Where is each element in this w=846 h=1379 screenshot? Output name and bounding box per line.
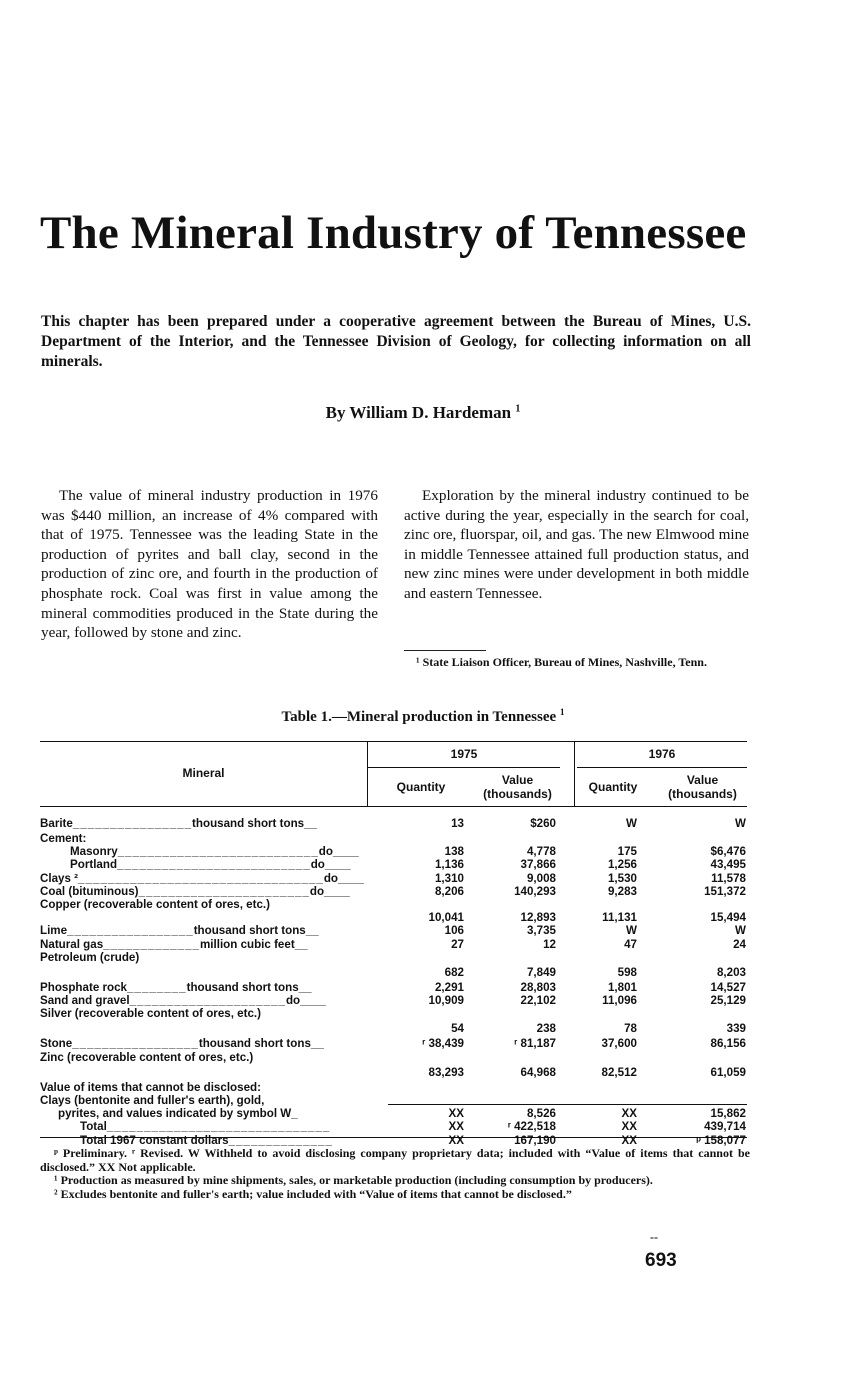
mineral-name: Portland (70, 858, 118, 872)
mineral-name: Stone (40, 1037, 73, 1051)
table-row (40, 924, 752, 937)
year-1975-rule (368, 767, 560, 768)
table-row (40, 885, 752, 898)
cell-value-1976: 439,714 (704, 1120, 746, 1134)
cell-value-1976: 43,495 (710, 858, 746, 872)
leader-dots: _____________ (103, 937, 200, 951)
row-label (40, 1007, 370, 1020)
row-label (40, 1134, 410, 1147)
body-right-column: Exploration by the mineral industry continued to be active during the year, especially in the search for coal, zinc ore, fluorspar, oil, and gas. The new Elmwood mine in middle Tennessee attained full production status, and new zinc mines were under development in both middle and eastern Tennessee. (404, 487, 749, 602)
leader-dots: _____________________ (129, 994, 286, 1008)
table-row (40, 981, 752, 994)
cell-value-1975: 64,968 (520, 1065, 556, 1079)
table-top-rule (40, 741, 747, 742)
cell-quantity-1976: 1,530 (607, 871, 637, 885)
cell-quantity-1976: 11,131 (602, 911, 637, 925)
table-row (40, 951, 752, 964)
row-label (40, 1081, 370, 1094)
cell-quantity-1975: 27 (451, 937, 464, 951)
col-quantity-1976: Quantity (588, 780, 638, 794)
cell-quantity-1976: 175 (617, 845, 637, 859)
row-label (40, 1037, 370, 1050)
table-row (40, 832, 752, 845)
cell-value-1976: 25,129 (710, 994, 746, 1008)
cell-value-1976: 8,203 (716, 965, 746, 979)
cell-value-1975: 37,866 (520, 858, 556, 872)
footnote-divider (404, 650, 486, 651)
table-row (40, 1007, 752, 1020)
table-caption-text: Table 1.—Mineral production in Tennessee (281, 709, 557, 725)
cell-value-1975: 8,526 (526, 1107, 556, 1121)
row-label (40, 815, 370, 832)
cell-value-1976: 151,372 (704, 884, 746, 898)
cell-quantity-1975: 106 (444, 924, 464, 938)
table-row (40, 1051, 752, 1064)
cell-value-1975: 22,102 (520, 994, 556, 1008)
col-year-1976: 1976 (648, 747, 676, 761)
cell-value-1975: 238 (536, 1022, 556, 1036)
cell-quantity-1975: 1,310 (434, 871, 464, 885)
mineral-name: Zinc (recoverable content of ores, etc.) (40, 1050, 254, 1064)
row-label (40, 951, 370, 964)
mineral-name: Petroleum (crude) (40, 950, 140, 964)
table-row (40, 1081, 752, 1094)
cell-quantity-1975: 2,291 (434, 980, 464, 994)
cell-quantity-1975: 83,293 (428, 1065, 464, 1079)
row-label (40, 1120, 410, 1133)
cell-quantity-1975: XX (448, 1107, 464, 1121)
table-row (40, 1107, 752, 1120)
mineral-name: pyrites, and values indicated by symbol W (58, 1107, 292, 1121)
mineral-name: Copper (recoverable content of ores, etc.) (40, 897, 270, 911)
cell-value-1975: 7,849 (526, 965, 556, 979)
cell-value-1976: 11,578 (711, 871, 746, 885)
mineral-name: Silver (recoverable content of ores, etc.) (40, 1007, 262, 1021)
cell-value-1976: W (735, 817, 746, 830)
mineral-name: Natural gas (40, 937, 104, 951)
leader-dots: _________________ (72, 1037, 199, 1051)
cell-quantity-1976: 82,512 (601, 1065, 637, 1079)
mineral-name: Total (80, 1120, 107, 1134)
cell-quantity-1975: XX (448, 1133, 464, 1147)
cell-value-1975: ʳ 422,518 (507, 1120, 556, 1134)
cell-value-1975: ʳ 81,187 (514, 1037, 556, 1051)
cell-quantity-1975: 10,041 (428, 911, 464, 925)
cell-value-1975: 140,293 (514, 884, 556, 898)
mineral-name: Phosphate rock (40, 980, 127, 994)
mineral-name: Clays ² (40, 871, 79, 885)
year-1976-rule (577, 767, 747, 768)
table-row (40, 1020, 752, 1037)
page-mark: -- (650, 1230, 658, 1244)
cell-value-1975: 167,190 (514, 1133, 556, 1147)
leader-dots: _________________ (67, 924, 194, 938)
cell-quantity-1975: 138 (444, 845, 464, 859)
cell-quantity-1976: 1,801 (607, 980, 637, 994)
cell-value-1976: $6,476 (710, 845, 746, 859)
unit-label: thousand short tons__ (198, 1037, 324, 1051)
unit-label: thousand short tons__ (193, 924, 319, 938)
cell-quantity-1976: XX (621, 1133, 637, 1147)
cell-value-1976: W (735, 924, 746, 938)
cell-value-1976: ᵖ 158,077 (696, 1133, 746, 1147)
cell-quantity-1976: 9,283 (607, 884, 637, 898)
leader-dots: ________ (126, 980, 187, 994)
table-note: ¹ Production as measured by mine shipments, sales, or marketable production (including consumption by producers). (54, 1173, 653, 1188)
mineral-name: Clays (bentonite and fuller's earth), gold, (40, 1094, 265, 1107)
row-label (40, 898, 370, 911)
table-row (40, 1134, 752, 1147)
row-label (40, 1051, 370, 1064)
unit-label: do____ (310, 858, 351, 872)
cell-value-1975: 12 (543, 937, 556, 951)
leader-dots: ______________ (228, 1133, 333, 1147)
cell-quantity-1975: 54 (451, 1022, 464, 1036)
row-label (40, 924, 370, 937)
table-caption (0, 707, 846, 726)
cell-quantity-1976: W (626, 817, 637, 830)
header-divider-2 (574, 741, 575, 807)
leader-dots: ______________________________ (106, 1120, 331, 1134)
cell-quantity-1976: 11,096 (602, 994, 637, 1008)
table-row (40, 872, 752, 885)
mineral-name: Coal (bituminous) (40, 884, 139, 898)
unit-label: do____ (318, 845, 359, 859)
unit-label: million cubic feet__ (199, 937, 308, 951)
table-row (40, 1037, 752, 1050)
table-row (40, 845, 752, 858)
table-row (40, 1094, 752, 1107)
mineral-name: Barite (40, 817, 73, 830)
row-label (40, 1107, 388, 1120)
cell-value-1975: 9,008 (526, 871, 556, 885)
cell-quantity-1976: 78 (624, 1022, 637, 1036)
cell-quantity-1975: ʳ 38,439 (422, 1037, 464, 1051)
mineral-name: Total 1967 constant dollars (80, 1133, 229, 1147)
cell-value-1976: 15,494 (710, 911, 746, 925)
cell-value-1975: 28,803 (520, 980, 556, 994)
cell-quantity-1976: 598 (617, 965, 637, 979)
leader-dots: _______________________ (138, 884, 310, 898)
col-mineral-header: Mineral (182, 766, 225, 780)
row-label (40, 845, 400, 858)
cell-value-1976: 14,527 (710, 980, 746, 994)
cell-value-1976: 24 (733, 937, 746, 951)
cell-quantity-1975: 13 (451, 817, 464, 830)
table-row (40, 858, 752, 871)
cell-value-1976: 15,862 (710, 1107, 746, 1121)
cell-quantity-1976: XX (621, 1107, 637, 1121)
cell-value-1976: 339 (726, 1022, 746, 1036)
cell-quantity-1975: 10,909 (428, 994, 464, 1008)
unit-label: do____ (309, 884, 350, 898)
mineral-name: Sand and gravel (40, 994, 130, 1008)
col-value-1975 (470, 773, 565, 801)
author: By William D. Hardeman (325, 403, 512, 422)
table-row (40, 815, 752, 832)
table-row (40, 964, 752, 981)
table-row (40, 1120, 752, 1133)
unit-label: do____ (323, 871, 364, 885)
cell-quantity-1976: W (626, 924, 637, 938)
byline-footnote-ref: 1 (515, 403, 521, 415)
cell-value-1975: $260 (530, 817, 556, 830)
unit-label: thousand short tons__ (192, 817, 318, 830)
row-label (40, 858, 400, 871)
cell-quantity-1976: 47 (624, 937, 637, 951)
row-label (40, 872, 370, 885)
cell-quantity-1976: XX (621, 1120, 637, 1134)
row-label (40, 832, 370, 845)
body-left-column: The value of mineral industry production in 1976 was $440 million, an increase of 4% compared with that of 1975. Tennessee was the leading State in the production of pyrites and ball clay, second in the production of zinc ore, and fourth in the production of phosphate rock. Coal was first in value among the mineral commodities produced in the State during the year, followed by stone and zinc. (41, 487, 378, 642)
table-header-rule (40, 806, 747, 807)
table-caption-ref: 1 (559, 707, 565, 717)
table-note: ² Excludes bentonite and fuller's earth; value included with “Value of items that cannot be disclosed.” (54, 1186, 572, 1201)
value-1975-line2: (thousands) (483, 787, 552, 801)
cell-quantity-1975: 1,136 (434, 858, 464, 872)
page-title: The Mineral Industry of Tennessee (40, 207, 747, 259)
row-label (40, 1094, 370, 1107)
cell-quantity-1976: 1,256 (607, 858, 637, 872)
footnote-1: ¹ State Liaison Officer, Bureau of Mines, Nashville, Tenn. (416, 655, 707, 669)
unit-label: do____ (285, 994, 326, 1008)
table-row (40, 1064, 752, 1081)
table-row (40, 911, 752, 924)
leader-dots: ___________________________ (117, 845, 319, 859)
cell-value-1975: 3,735 (526, 924, 556, 938)
mineral-name: Value of items that cannot be disclosed: (40, 1080, 261, 1094)
cell-value-1976: 61,059 (710, 1065, 746, 1079)
page-number: 693 (645, 1250, 677, 1271)
row-label (40, 994, 370, 1007)
cell-quantity-1975: 8,206 (434, 884, 464, 898)
unit-label: thousand short tons__ (186, 980, 312, 994)
table-row (40, 994, 752, 1007)
mineral-name: Masonry (70, 845, 118, 859)
cell-quantity-1975: XX (448, 1120, 464, 1134)
unit-label: _ (291, 1107, 298, 1121)
col-year-1975: 1975 (450, 747, 478, 761)
leader-dots: ________________ (72, 817, 193, 830)
cell-quantity-1976: 37,600 (601, 1037, 637, 1051)
leader-dots: _________________________________ (78, 871, 324, 885)
leader-dots: __________________________ (117, 858, 311, 872)
row-label (40, 938, 370, 951)
table-row (40, 898, 752, 911)
col-quantity-1975: Quantity (396, 780, 446, 794)
col-value-1976 (655, 773, 750, 801)
table-row (40, 938, 752, 951)
value-1976-line1: Value (686, 773, 719, 787)
mineral-name: Cement: (40, 832, 87, 845)
cell-value-1975: 4,778 (526, 845, 556, 859)
value-1976-line2: (thousands) (668, 787, 737, 801)
cell-value-1976: 86,156 (710, 1037, 746, 1051)
table-notes (40, 1147, 750, 1201)
row-label (40, 981, 370, 994)
byline (0, 403, 846, 423)
table-body (40, 815, 752, 1147)
table-note: ᵖ Preliminary. ʳ Revised. W Withheld to avoid disclosing company proprietary data; included with “Value of items that cannot be disclosed.” XX Not applicable. (40, 1146, 750, 1174)
row-label (40, 885, 370, 898)
cell-value-1975: 12,893 (520, 911, 556, 925)
mineral-name: Lime (40, 924, 68, 938)
intro-paragraph: This chapter has been prepared under a cooperative agreement between the Bureau of Mines, U.S. Department of the Interior, and the Tennessee Division of Geology, for collecting information on all minerals. (41, 313, 751, 370)
cell-quantity-1975: 682 (444, 965, 464, 979)
value-1975-line1: Value (501, 773, 534, 787)
